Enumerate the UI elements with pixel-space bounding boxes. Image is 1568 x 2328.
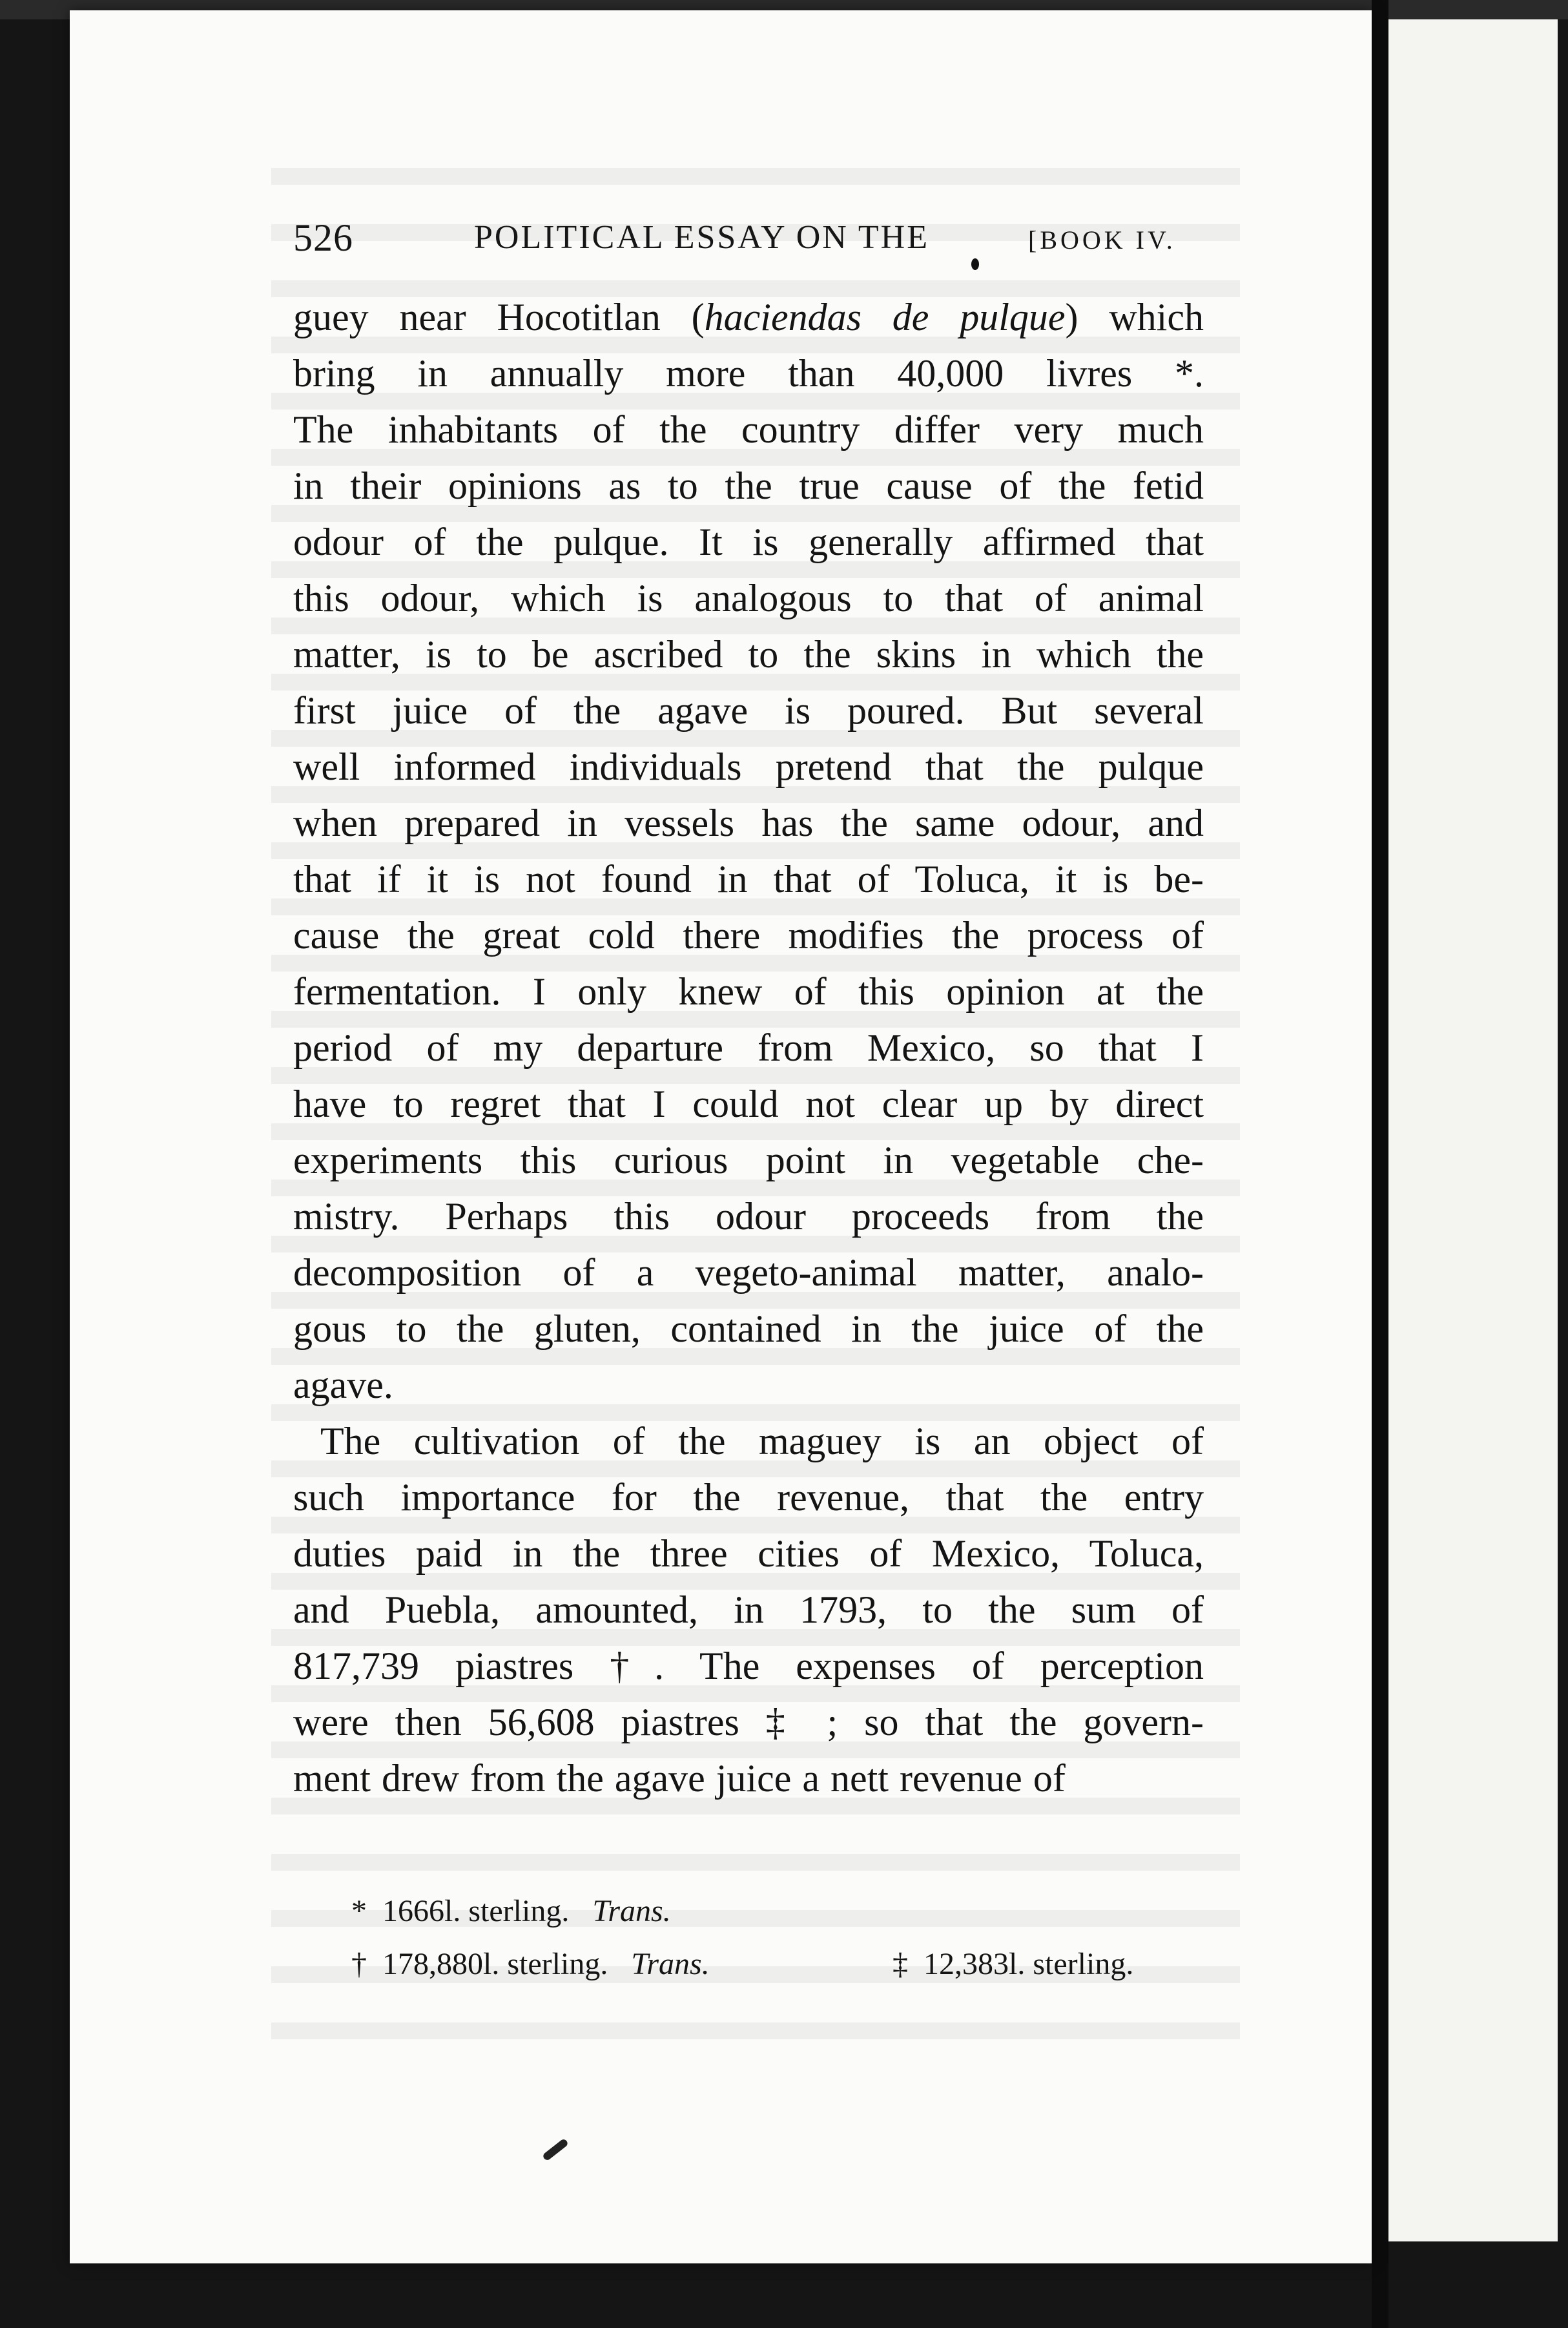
text-line: guey near Hocotitlan (haciendas de pulque) which — [293, 296, 1204, 338]
facing-page-edge — [1388, 19, 1558, 2241]
text-line: duties paid in the three cities of Mexico, Toluca, — [293, 1532, 1204, 1575]
text-line: have to regret that I could not clear up by direct — [293, 1083, 1204, 1125]
text-line: ment drew from the agave juice a nett revenue of — [293, 1757, 1066, 1800]
text-line: fermentation. I only knew of this opinion at the — [293, 970, 1204, 1013]
footnote-double-dagger: ‡ 12,383l. sterling. — [892, 1947, 1134, 1981]
text-line: bring in annually more than 40,000 livres *. — [293, 352, 1204, 395]
text-line: well informed individuals pretend that the pulque — [293, 745, 1204, 788]
body-text — [293, 289, 1204, 1807]
text-line: this odour, which is analogous to that of animal — [293, 577, 1204, 619]
text-line: cause the great cold there modifies the process of — [293, 914, 1204, 957]
text-line: odour of the pulque. It is generally affirmed that — [293, 521, 1204, 563]
book-number: [BOOK IV. — [1028, 225, 1176, 255]
footnote-dagger: † 178,880l. sterling. Trans. — [351, 1947, 710, 1981]
text-line: The inhabitants of the country differ very much — [293, 408, 1204, 451]
text-line: that if it is not found in that of Toluca, it is be- — [293, 858, 1204, 900]
running-title: POLITICAL ESSAY ON THE — [474, 219, 929, 256]
text-line: agave. — [293, 1364, 393, 1406]
text-line: in their opinions as to the true cause of the fetid — [293, 464, 1204, 507]
page-number: 526 — [293, 216, 353, 259]
text-line: matter, is to be ascribed to the skins in which the — [293, 633, 1204, 676]
text-line: first juice of the agave is poured. But several — [293, 689, 1204, 732]
text-line: gous to the gluten, contained in the juice of the — [293, 1307, 1204, 1350]
text-line: such importance for the revenue, that the entry — [293, 1476, 1204, 1519]
text-line: when prepared in vessels has the same odour, and — [293, 802, 1204, 844]
page-header — [293, 216, 1210, 267]
ink-speck — [971, 258, 979, 270]
text-line: mistry. Perhaps this odour proceeds from the — [293, 1195, 1204, 1238]
text-line: 817,739 piastres †. The expenses of perception — [293, 1645, 1204, 1687]
book-gutter — [1372, 0, 1388, 2328]
footnote-star: * 1666l. sterling. Trans. — [351, 1894, 671, 1928]
text-line: decomposition of a vegeto-animal matter, analo- — [293, 1251, 1204, 1294]
text-line: The cultivation of the maguey is an object of — [320, 1420, 1204, 1462]
text-line: were then 56,608 piastres ‡ ; so that the govern- — [293, 1701, 1204, 1743]
text-line: period of my departure from Mexico, so that I — [293, 1026, 1204, 1069]
text-line: and Puebla, amounted, in 1793, to the sum of — [293, 1588, 1204, 1631]
text-line: experiments this curious point in vegetable che- — [293, 1139, 1204, 1181]
